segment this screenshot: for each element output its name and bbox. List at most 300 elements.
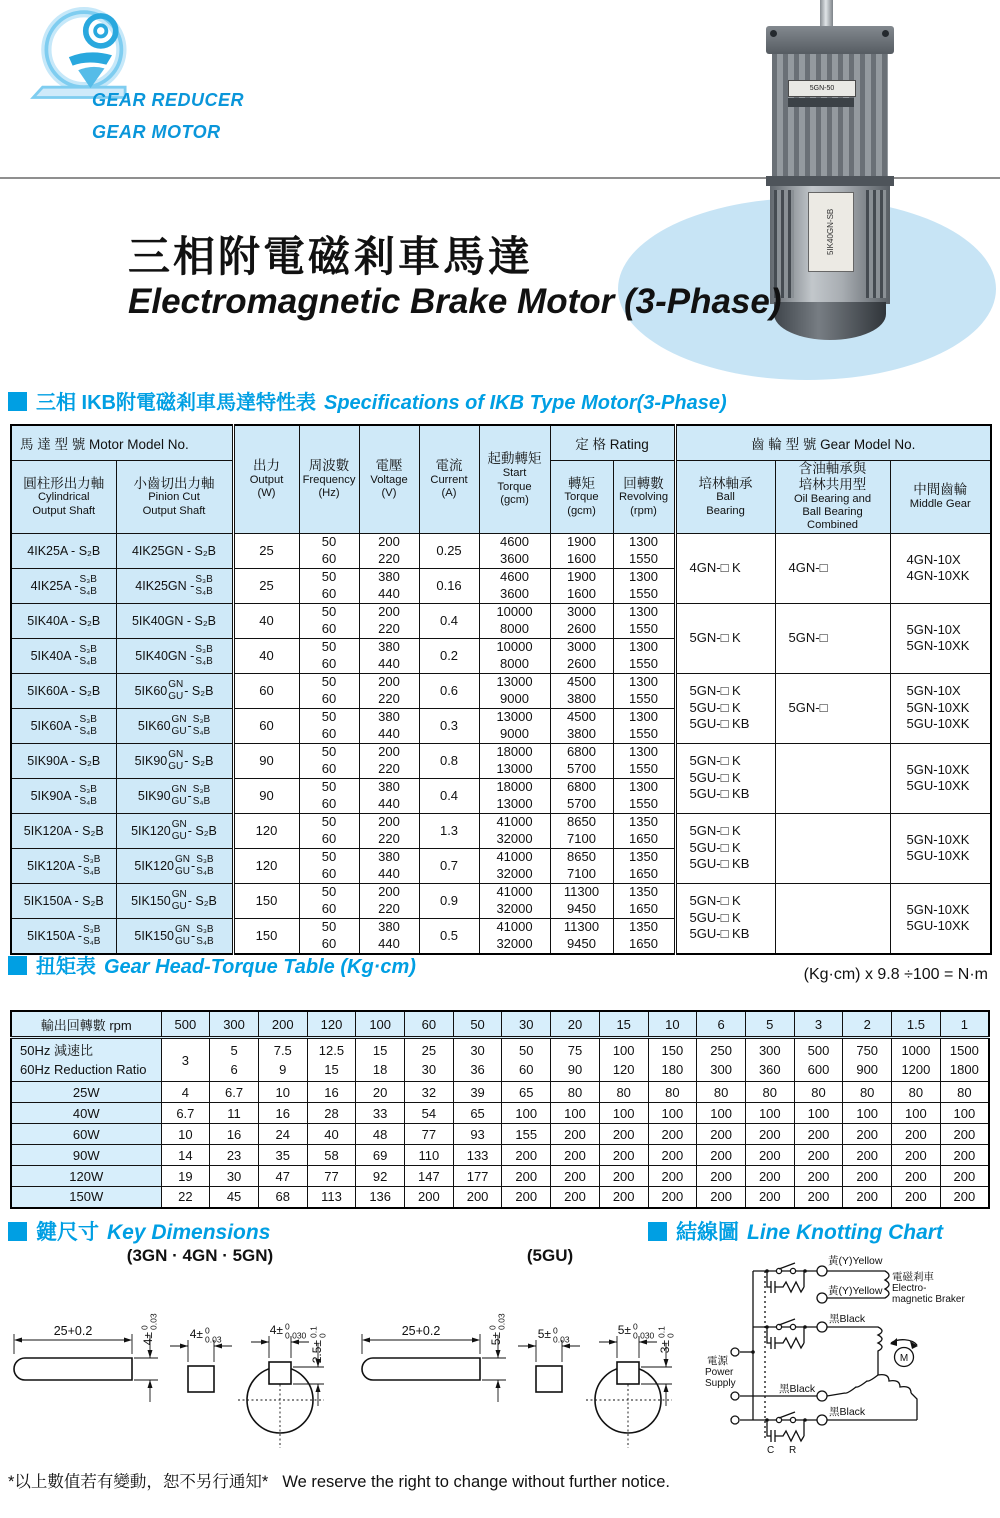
torque-value-cell: 200 [697,1124,746,1145]
torque-value-cell: 33 [356,1103,405,1124]
torque-cell: 4500 3800 [550,673,613,708]
torque-rpm-header: 15 [599,1011,648,1038]
gearhead-nameplate: 5GN-50 [788,80,856,97]
svg-text:4±: 4± [189,1327,203,1341]
voltage-cell: 200 220 [359,673,419,708]
motor-gearhead [772,54,888,176]
label-brake-en2: magnetic Braker [892,1294,965,1305]
key-cross-section [536,1366,562,1392]
current-cell: 0.16 [419,568,479,603]
torque-value-cell: 4 [161,1082,210,1103]
torque-value-cell: 200 [892,1145,941,1166]
header-middle-gear: 中間齒輪 Middle Gear [890,461,991,534]
torque-rpm-header: 300 [210,1011,259,1038]
header-cylindrical-shaft: 圓柱形出力軸 Cylindrical Output Shaft [11,461,116,534]
torque-value-cell: 200 [892,1124,941,1145]
torque-value-cell: 110 [405,1145,454,1166]
label-yellow-1: 黃(Y)Yellow [828,1255,883,1267]
torque-value-cell: 200 [745,1166,794,1187]
line-knotting-heading: 結線圖 Line Knotting Chart [648,1216,943,1246]
torque-ratio-cell: 1000 1200 [892,1038,941,1082]
torque-value-cell: 24 [258,1124,307,1145]
voltage-cell: 380 440 [359,778,419,813]
label-capacitor: C [767,1445,775,1456]
cylindrical-model-cell: 4IK25A - S₃B S₄B [11,568,116,603]
header-ball-bearing: 培林軸承 Ball Bearing [675,461,775,534]
start-torque-cell: 10000 8000 [479,638,550,673]
output-cell: 40 [233,603,299,638]
svg-text:0.1: 0.1 [308,1326,319,1338]
torque-rpm-header: 60 [405,1011,454,1038]
page-title-cn: 三相附電磁剎車馬達 [128,233,534,280]
torque-power-row [11,1103,989,1124]
torque-value-cell: 200 [599,1187,648,1208]
torque-value-cell: 69 [356,1145,405,1166]
output-cell: 120 [233,813,299,848]
torque-ratio-cell: 250 300 [697,1038,746,1082]
frequency-cell: 50 60 [299,603,359,638]
torque-cell: 3000 2600 [550,603,613,638]
torque-value-cell: 40 [307,1124,356,1145]
frequency-cell: 50 60 [299,533,359,568]
torque-value-cell: 200 [648,1124,697,1145]
frequency-cell: 50 60 [299,918,359,954]
voltage-cell: 380 440 [359,918,419,954]
oil-bearing-cell: 5GN-□ [775,603,890,673]
key-side-view [362,1358,480,1380]
torque-header-row [11,1011,989,1038]
torque-ratio-cell: 300 360 [745,1038,794,1082]
frequency-cell: 50 60 [299,673,359,708]
ball-bearing-cell: 5GN-□ K 5GU-□ K 5GU-□ KB [675,743,775,813]
torque-ratio-cell: 12.5 15 [307,1038,356,1082]
torque-value-cell: 22 [161,1187,210,1208]
torque-cell: 8650 7100 [550,813,613,848]
voltage-cell: 380 440 [359,568,419,603]
torque-value-cell: 200 [551,1166,600,1187]
start-torque-cell: 41000 32000 [479,848,550,883]
torque-value-cell: 200 [892,1187,941,1208]
spec-row [11,813,991,848]
header-torque: 轉矩 Torque (gcm) [550,461,613,534]
header-rating: 定 格 Rating [550,425,675,461]
torque-rpm-header: 5 [745,1011,794,1038]
header-output: 出力 Output (W) [233,425,299,533]
black2-wire [827,1393,845,1396]
torque-power-label: 60W [11,1124,161,1145]
middle-gear-cell: 5GN-10XK 5GU-10XK [890,883,991,954]
current-cell: 0.2 [419,638,479,673]
wiring-diagram [695,1253,1000,1468]
motor-photo [762,0,902,342]
torque-ratio-cell: 100 120 [599,1038,648,1082]
torque-value-cell: 77 [307,1166,356,1187]
torque-value-cell: 93 [453,1124,502,1145]
svg-text:3±: 3± [658,1340,672,1354]
torque-power-label: 25W [11,1082,161,1103]
oil-bearing-cell: 4GN-□ [775,533,890,603]
torque-value-cell: 54 [405,1103,454,1124]
torque-rpm-header: 200 [258,1011,307,1038]
torque-ratio-cell: 15 18 [356,1038,405,1082]
pinion-model-cell: 4IK25GN - S₂B [116,533,233,568]
torque-value-cell: 100 [502,1103,551,1124]
revolving-cell: 1350 1650 [613,848,675,883]
pinion-model-cell: 5IK90 GN GU - S₂B [116,743,233,778]
revolving-cell: 1300 1550 [613,638,675,673]
revolving-cell: 1300 1550 [613,743,675,778]
torque-ratio-cell: 75 90 [551,1038,600,1082]
oil-bearing-cell: 5GN-□ [775,673,890,743]
torque-ratio-cell: 25 30 [405,1038,454,1082]
torque-cell: 3000 2600 [550,638,613,673]
keyway [617,1362,639,1384]
torque-cell: 11300 9450 [550,918,613,954]
pinion-model-cell: 5IK90 GN GU - S₃B S₄B [116,778,233,813]
torque-value-cell: 80 [648,1082,697,1103]
revolving-cell: 1300 1550 [613,533,675,568]
power-terminal-2 [731,1392,739,1400]
terminal-black-1 [817,1322,827,1332]
torque-value-cell: 200 [843,1124,892,1145]
torque-rpm-header: 120 [307,1011,356,1038]
dim-label [309,1326,328,1363]
keyway [269,1362,291,1384]
torque-value-cell: 200 [502,1145,551,1166]
frequency-cell: 50 60 [299,813,359,848]
start-torque-cell: 41000 32000 [479,813,550,848]
frequency-cell: 50 60 [299,638,359,673]
torque-value-cell: 200 [892,1166,941,1187]
revolving-cell: 1300 1550 [613,603,675,638]
frequency-cell: 50 60 [299,568,359,603]
torque-rpm-header: 6 [697,1011,746,1038]
header-gear-model-no: 齒 輪 型 號 Gear Model No. [675,425,991,461]
cylindrical-model-cell: 5IK120A - S₂B [11,813,116,848]
brake-housing [774,302,886,340]
torque-value-cell: 147 [405,1166,454,1187]
current-cell: 0.7 [419,848,479,883]
torque-value-cell: 19 [161,1166,210,1187]
torque-value-cell: 80 [697,1082,746,1103]
ball-bearing-cell: 5GN-□ K [675,603,775,673]
spec-row [11,743,991,778]
cylindrical-model-cell: 5IK150A - S₃B S₄B [11,918,116,954]
torque-value-cell: 65 [502,1082,551,1103]
footer-note: *以上數值若有變動，恕不另行通知* We reserve the right to change without further notice. [8,1473,670,1491]
label-motor: M [899,1353,909,1364]
current-cell: 0.4 [419,778,479,813]
output-cell: 25 [233,568,299,603]
svg-text:0: 0 [487,1325,498,1330]
torque-power-label: 120W [11,1166,161,1187]
start-torque-cell: 41000 32000 [479,883,550,918]
torque-value-cell: 100 [648,1103,697,1124]
frequency-cell: 50 60 [299,848,359,883]
power-terminal-1 [731,1348,739,1356]
torque-ratio-cell: 30 36 [453,1038,502,1082]
logo-text-line2: GEAR MOTOR [92,122,221,142]
torque-ratio-cell: 1500 1800 [940,1038,989,1082]
pinion-model-cell: 5IK150 GN GU - S₂B [116,883,233,918]
torque-value-cell: 80 [843,1082,892,1103]
label-power-cn: 電源 [707,1355,728,1367]
voltage-cell: 380 440 [359,708,419,743]
torque-value-cell: 100 [551,1103,600,1124]
spec-section-heading: 三相 IKB附電磁剎車馬達特性表 Specifications of IKB Type Motor(3-Phase) [8,386,727,415]
svg-text:5±: 5± [537,1327,551,1341]
page-title-en: Electromagnetic Brake Motor (3-Phase) [128,282,782,321]
motor-winding-top [827,1327,882,1375]
voltage-cell: 200 220 [359,743,419,778]
motor-nameplate: 5IK40GN-SB [808,192,854,272]
torque-value-cell: 200 [551,1187,600,1208]
label-power-en1: Power [705,1367,734,1378]
cylindrical-model-cell: 5IK40A - S₃B S₄B [11,638,116,673]
pinion-model-cell: 5IK40GN - S₂B [116,603,233,638]
torque-value-cell: 10 [258,1082,307,1103]
torque-value-cell: 200 [697,1187,746,1208]
middle-gear-cell: 5GN-10XK 5GU-10XK [890,813,991,883]
svg-text:0: 0 [205,1325,210,1336]
dim-label [618,1322,655,1341]
torque-value-cell: 200 [502,1187,551,1208]
label-yellow-2: 黃(Y)Yellow [828,1285,883,1297]
torque-value-cell: 200 [794,1187,843,1208]
header-frequency: 周波數 Frequency (Hz) [299,425,359,533]
torque-value-cell: 16 [210,1124,259,1145]
header-pinion-cut-shaft: 小齒切出力軸 Pinion Cut Output Shaft [116,461,233,534]
key-dimensions-heading: 鍵尺寸 Key Dimensions [8,1216,270,1246]
logo-text-line1: GEAR REDUCER [92,90,245,110]
torque-value-cell: 136 [356,1187,405,1208]
spec-table [10,424,992,955]
start-torque-cell: 18000 13000 [479,778,550,813]
torque-value-cell: 6.7 [161,1103,210,1124]
current-cell: 0.3 [419,708,479,743]
torque-value-cell: 200 [599,1145,648,1166]
frequency-cell: 50 60 [299,708,359,743]
torque-value-cell: 200 [599,1124,648,1145]
torque-value-cell: 30 [210,1166,259,1187]
svg-text:0.030: 0.030 [285,1330,307,1341]
dim-label [538,1326,570,1345]
torque-value-cell: 100 [697,1103,746,1124]
torque-value-cell: 80 [551,1082,600,1103]
torque-value-cell: 48 [356,1124,405,1145]
torque-value-cell: 6.7 [210,1082,259,1103]
torque-rpm-header: 30 [502,1011,551,1038]
current-cell: 0.25 [419,533,479,568]
torque-section-heading: 扭矩表 Gear Head-Torque Table (Kg·cm) [8,950,416,979]
key-dimensions-gn-diagram [0,1278,340,1463]
torque-value-cell: 200 [794,1166,843,1187]
torque-value-cell: 80 [940,1082,989,1103]
torque-cell: 6800 5700 [550,743,613,778]
torque-rpm-header: 3 [794,1011,843,1038]
torque-ratio-cell: 7.5 9 [258,1038,307,1082]
torque-ratio-label: 50Hz 減速比 60Hz Reduction Ratio [11,1038,161,1082]
torque-value-cell: 100 [794,1103,843,1124]
label-black-2: 黑Black [779,1383,816,1395]
label-black-1: 黑Black [829,1313,866,1325]
torque-value-cell: 200 [745,1145,794,1166]
key-length-label: 25+0.2 [53,1324,93,1338]
torque-power-row [11,1145,989,1166]
torque-value-cell: 100 [745,1103,794,1124]
revolving-cell: 1350 1650 [613,918,675,954]
torque-value-cell: 200 [648,1187,697,1208]
current-cell: 0.9 [419,883,479,918]
pinion-model-cell: 5IK150 GN GU - S₃B S₄B [116,918,233,954]
torque-power-row [11,1124,989,1145]
output-cell: 90 [233,743,299,778]
torque-value-cell: 200 [940,1145,989,1166]
torque-value-cell: 177 [453,1166,502,1187]
svg-text:0: 0 [633,1321,638,1332]
torque-power-label: 40W [11,1103,161,1124]
torque-value-cell: 32 [405,1082,454,1103]
output-cell: 40 [233,638,299,673]
header-voltage: 電壓 Voltage (V) [359,425,419,533]
svg-text:0: 0 [665,1333,676,1338]
torque-value-cell: 100 [843,1103,892,1124]
torque-value-cell: 47 [258,1166,307,1187]
voltage-cell: 200 220 [359,883,419,918]
voltage-cell: 200 220 [359,813,419,848]
terminal-yellow-1 [817,1266,827,1276]
torque-value-cell: 80 [745,1082,794,1103]
torque-rpm-header: 2 [843,1011,892,1038]
oil-bearing-cell [775,813,890,883]
pinion-model-cell: 5IK120 GN GU - S₃B S₄B [116,848,233,883]
dim-label [140,1313,159,1345]
svg-text:4±: 4± [141,1332,155,1346]
torque-value-cell: 16 [307,1082,356,1103]
torque-table-body [11,1011,989,1208]
svg-text:4±: 4± [269,1323,283,1337]
dim-group-gn-title: (3GN · 4GN · 5GN) [126,1246,274,1265]
pinion-model-cell: 5IK60 GN GU - S₃B S₄B [116,708,233,743]
key-side-view [14,1358,132,1380]
cylindrical-model-cell: 5IK90A - S₂B [11,743,116,778]
dim-label [657,1326,676,1353]
ball-bearing-cell: 5GN-□ K 5GU-□ K 5GU-□ KB [675,673,775,743]
torque-ratio-cell: 500 600 [794,1038,843,1082]
svg-text:0: 0 [285,1321,290,1332]
cylindrical-model-cell: 5IK60A - S₃B S₄B [11,708,116,743]
current-cell: 0.4 [419,603,479,638]
torque-value-cell: 200 [940,1166,989,1187]
torque-value-cell: 200 [940,1187,989,1208]
label-power-en2: Supply [705,1378,736,1389]
torque-value-cell: 200 [843,1145,892,1166]
torque-rpm-col-label: 輸出回轉數 rpm [11,1011,161,1038]
dim-group-gu-title: (5GU) [526,1246,574,1265]
torque-value-cell: 28 [307,1103,356,1124]
torque-ratio-cell: 150 180 [648,1038,697,1082]
output-cell: 150 [233,918,299,954]
svg-text:5±: 5± [489,1332,503,1346]
output-cell: 120 [233,848,299,883]
dim-label [488,1313,507,1345]
ball-bearing-cell: 5GN-□ K 5GU-□ K 5GU-□ KB [675,883,775,954]
key-dimensions-gu-diagram [348,1278,688,1463]
header-start-torque: 起動轉矩 Start Torque (gcm) [479,425,550,533]
torque-value-cell: 20 [356,1082,405,1103]
spec-table-body [11,533,991,954]
svg-text:0.030: 0.030 [633,1330,655,1341]
torque-value-cell: 11 [210,1103,259,1124]
pinion-model-cell: 5IK40GN - S₃B S₄B [116,638,233,673]
torque-value-cell: 10 [161,1124,210,1145]
motor-flange [766,26,894,54]
svg-text:0.03: 0.03 [553,1334,570,1345]
torque-cell: 1900 1600 [550,568,613,603]
revolving-cell: 1350 1650 [613,813,675,848]
torque-value-cell: 16 [258,1103,307,1124]
spec-row [11,673,991,708]
torque-value-cell: 14 [161,1145,210,1166]
motor-winding-right [878,1375,911,1393]
revolving-cell: 1300 1550 [613,708,675,743]
svg-text:0.03: 0.03 [148,1313,159,1330]
pinion-model-cell: 5IK60 GN GU - S₂B [116,673,233,708]
start-torque-cell: 10000 8000 [479,603,550,638]
middle-gear-cell: 4GN-10X 4GN-10XK [890,533,991,603]
torque-value-cell: 200 [453,1187,502,1208]
torque-value-cell: 200 [551,1145,600,1166]
voltage-cell: 380 440 [359,638,419,673]
spec-table-header [11,425,991,533]
torque-power-row [11,1166,989,1187]
terminal-black-2 [817,1391,827,1401]
torque-value-cell: 133 [453,1145,502,1166]
torque-value-cell: 200 [648,1166,697,1187]
torque-value-cell: 58 [307,1145,356,1166]
torque-value-cell: 200 [745,1187,794,1208]
middle-gear-cell: 5GN-10XK 5GU-10XK [890,743,991,813]
torque-cell: 11300 9450 [550,883,613,918]
start-torque-cell: 13000 9000 [479,673,550,708]
voltage-cell: 200 220 [359,603,419,638]
torque-value-cell: 39 [453,1082,502,1103]
torque-ratio-cell: 5 6 [210,1038,259,1082]
voltage-cell: 380 440 [359,848,419,883]
revolving-cell: 1300 1550 [613,568,675,603]
label-brake-en1: Electro- [892,1283,927,1294]
torque-cell: 4500 3800 [550,708,613,743]
blue-square-bullet-icon [8,392,27,411]
torque-power-label: 150W [11,1187,161,1208]
spec-row [11,533,991,568]
torque-value-cell: 200 [405,1187,454,1208]
torque-value-cell: 155 [502,1124,551,1145]
start-torque-cell: 4600 3600 [479,533,550,568]
torque-value-cell: 100 [599,1103,648,1124]
blue-square-bullet-icon [8,1222,27,1241]
torque-cell: 6800 5700 [550,778,613,813]
ball-bearing-cell: 4GN-□ K [675,533,775,603]
torque-value-cell: 200 [697,1166,746,1187]
header-oil-bearing: 含油軸承與 培林共用型 Oil Bearing and Ball Bearing Combined [775,461,890,534]
key-cross-section [188,1366,214,1392]
revolving-cell: 1350 1650 [613,883,675,918]
start-torque-cell: 18000 13000 [479,743,550,778]
label-black-3: 黑Black [829,1406,866,1418]
label-brake-cn: 電磁剎車 [892,1271,934,1283]
torque-power-label: 90W [11,1145,161,1166]
